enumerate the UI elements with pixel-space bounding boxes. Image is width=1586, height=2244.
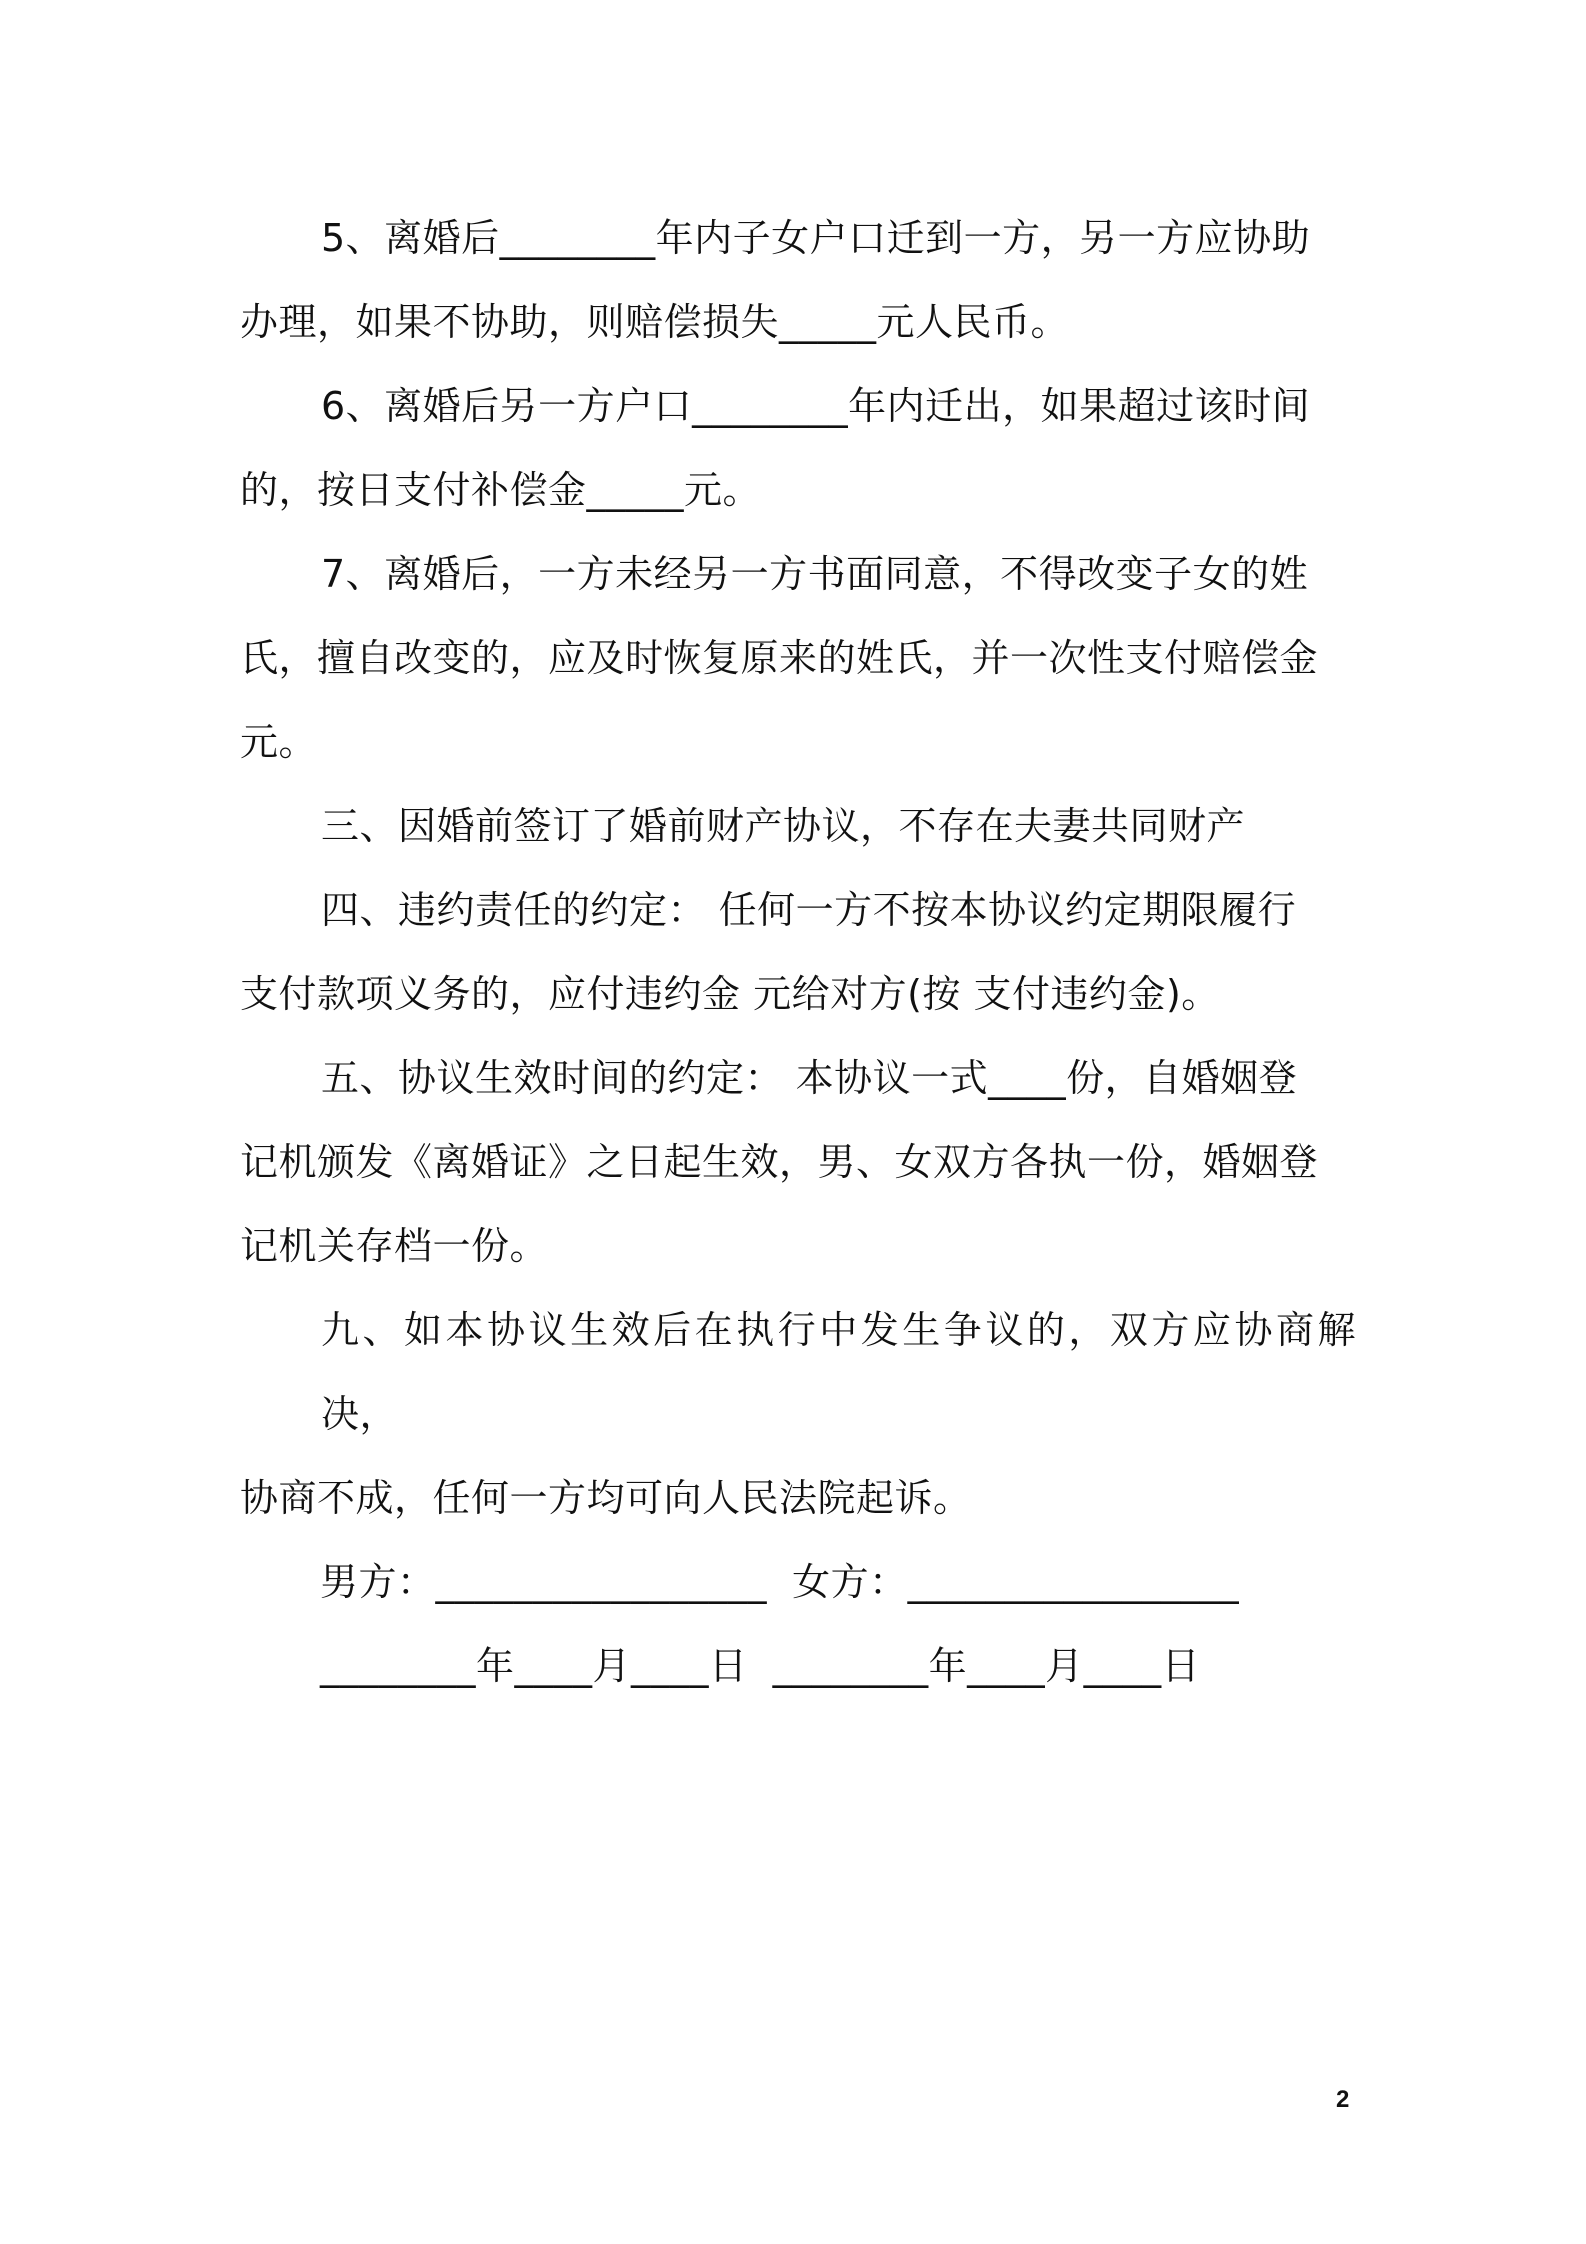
clause-7-line-2: 氏，擅自改变的，应及时恢复原来的姓氏，并一次性支付赔偿金 — [240, 636, 1319, 680]
clause-6-line-2: 的，按日支付补偿金_____元。 — [240, 468, 762, 512]
section-4-breach — [240, 868, 1356, 1036]
section-5-line-1: 五、协议生效时间的约定： 本协议一式____份，自婚姻登 — [321, 1056, 1298, 1100]
clause-6-line-1: 6、离婚后另一方户口________年内迁出，如果超过该时间 — [321, 384, 1311, 428]
clause-5-line-2: 办理，如果不协助，则赔偿损失_____元人民币。 — [240, 300, 1070, 344]
clause-7 — [240, 532, 1356, 784]
clause-5-line-1: 5、离婚后________年内子女户口迁到一方，另一方应协助 — [321, 216, 1311, 260]
clause-5 — [240, 196, 1356, 364]
section-5-line-2: 记机颁发《离婚证》之日起生效，男、女双方各执一份，婚姻登 — [240, 1140, 1319, 1184]
section-3-line-1: 三、因婚前签订了婚前财产协议，不存在夫妻共同财产 — [321, 804, 1246, 848]
section-5-line-3: 记机关存档一份。 — [240, 1224, 549, 1268]
section-4-line-1: 四、违约责任的约定： 任何一方不按本协议约定期限履行 — [321, 888, 1297, 932]
section-5-effective — [240, 1036, 1356, 1288]
section-9-dispute — [240, 1288, 1356, 1540]
section-3 — [240, 784, 1356, 868]
signature-dates-row: ________年____月____日 ________年____月____日 — [320, 1644, 1201, 1688]
section-4-line-2: 支付款项义务的，应付违约金 元给对方(按 支付违约金)。 — [240, 972, 1220, 1016]
section-9-line-2: 协商不成，任何一方均可向人民法院起诉。 — [240, 1476, 972, 1520]
clause-7-line-1: 7、离婚后，一方未经另一方书面同意，不得改变子女的姓 — [321, 552, 1309, 596]
signature-names-row: 男方：_________________ 女方：_________________ — [320, 1560, 1240, 1604]
clause-7-line-3: 元。 — [240, 720, 318, 764]
page-number: 2 — [1336, 2086, 1350, 2113]
signature-block — [320, 1540, 1360, 1708]
agreement-body — [240, 196, 1356, 1540]
section-9-line-1: 九、如本协议生效后在执行中发生争议的，双方应协商解决， — [321, 1308, 1356, 1436]
clause-6 — [240, 364, 1356, 532]
